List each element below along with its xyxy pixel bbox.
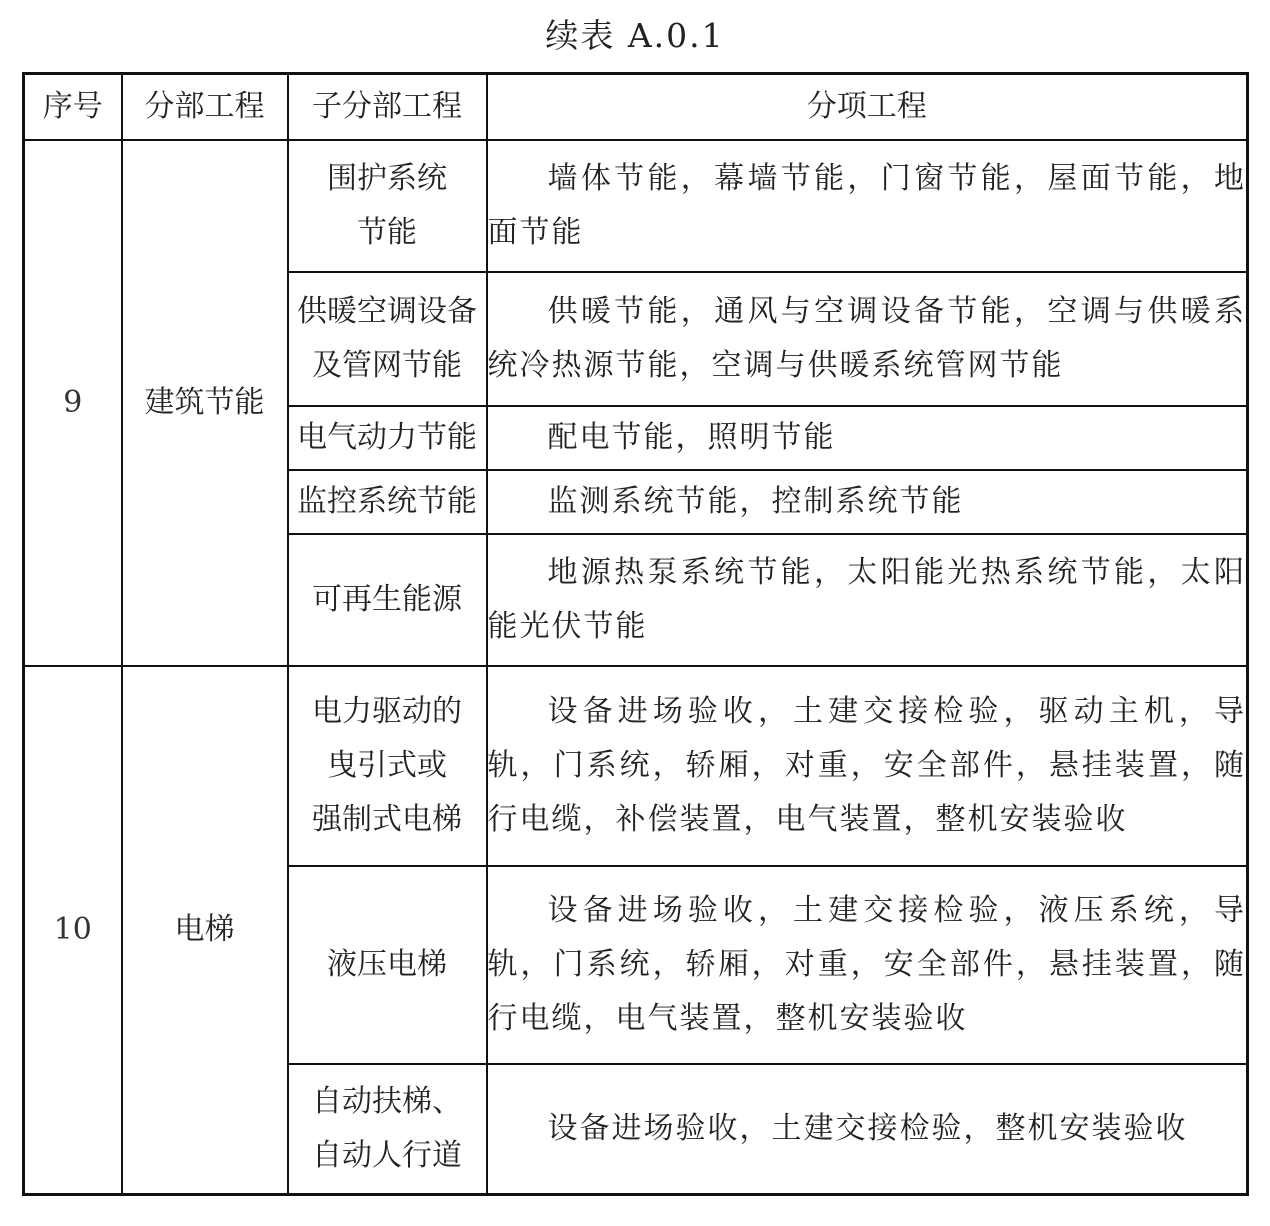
cell-division: 电梯 [122,666,288,1194]
header-subdivision: 子分部工程 [288,74,487,141]
header-items: 分项工程 [487,74,1248,141]
cell-items-text: 设备进场验收，土建交接检验，液压系统，导轨，门系统，轿厢，对重，安全部件，悬挂装置，随行电缆，电气装置，整机安装验收 [487,893,1246,1036]
cell-items [487,666,1248,866]
cell-division: 建筑节能 [122,140,288,666]
cell-subdivision: 电力驱动的 曳引式或 强制式电梯 [288,666,487,866]
cell-items-text: 供暖节能，通风与空调设备节能，空调与供暖系统冷热源节能，空调与供暖系统管网节能 [487,294,1246,383]
cell-items-text: 地源热泵系统节能，太阳能光热系统节能，太阳能光伏节能 [487,555,1246,644]
cell-subdivision: 围护系统 节能 [288,140,487,272]
cell-items [487,140,1248,272]
table-row [24,666,1248,866]
cell-subdivision: 可再生能源 [288,534,487,666]
cell-items [487,534,1248,666]
cell-items-text: 设备进场验收，土建交接检验，驱动主机，导轨，门系统，轿厢，对重，安全部件，悬挂装置，随行电缆，补偿装置，电气装置，整机安装验收 [487,694,1246,837]
acceptance-division-table [22,72,1249,1196]
header-division: 分部工程 [122,74,288,141]
cell-items [487,406,1248,470]
table-row [24,140,1248,272]
cell-subdivision: 电气动力节能 [288,406,487,470]
cell-subdivision: 供暖空调设备 及管网节能 [288,272,487,406]
cell-no: 10 [24,666,122,1194]
cell-items-text: 墙体节能，幕墙节能，门窗节能，屋面节能，地面节能 [487,161,1246,250]
cell-subdivision: 监控系统节能 [288,470,487,534]
cell-items-text: 设备进场验收，土建交接检验，整机安装验收 [547,1110,1188,1146]
cell-items [487,470,1248,534]
cell-items [487,272,1248,406]
cell-items [487,1064,1248,1194]
cell-subdivision: 液压电梯 [288,866,487,1064]
table-body [24,140,1248,1194]
header-no: 序号 [24,74,122,141]
cell-subdivision: 自动扶梯、 自动人行道 [288,1064,487,1194]
cell-no: 9 [24,140,122,666]
table-header-row [24,74,1248,141]
cell-items-text: 监测系统节能，控制系统节能 [547,484,964,519]
cell-items-text: 配电节能，照明节能 [547,420,836,455]
cell-items [487,866,1248,1064]
table-title: 续表 A.0.1 [545,16,725,55]
